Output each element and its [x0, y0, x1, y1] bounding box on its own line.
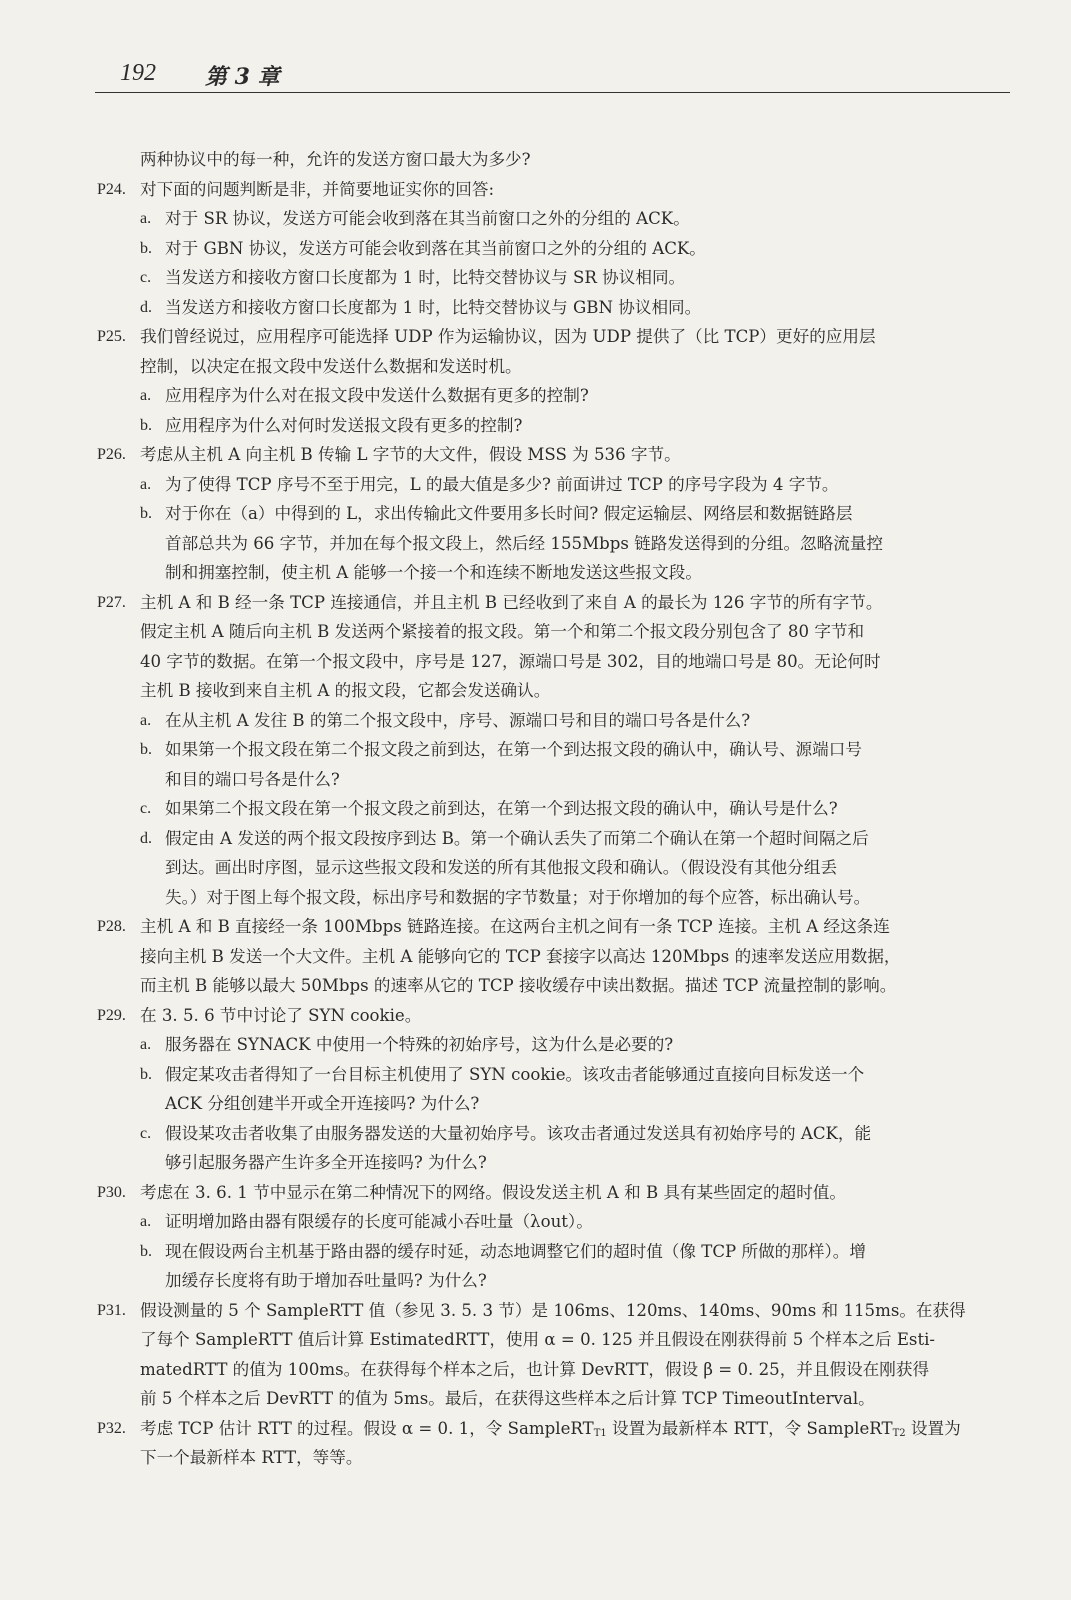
problem-text: 我们曾经说过，应用程序可能选择 UDP 作为运输协议，因为 UDP 提供了（比 TCP）更好的应用层: [140, 327, 876, 346]
subquestion-letter: a.: [140, 1036, 152, 1053]
problem-text: 服务器在 SYNACK 中使用一个特殊的初始序号，这为什么是必要的?: [165, 1035, 674, 1054]
problem-text: 在从主机 A 发往 B 的第二个报文段中，序号、源端口号和目的端口号各是什么?: [165, 710, 751, 730]
text-line: [95, 853, 1007, 883]
text-line: [95, 322, 1007, 352]
text-line: [95, 1119, 1007, 1149]
problem-list: [95, 145, 1007, 1473]
problem-text: 如果第一个报文段在第二个报文段之前到达，在第一个到达报文段的确认中，确认号、源端口号: [165, 740, 862, 759]
problem-text: 如果第二个报文段在第一个报文段之前到达，在第一个到达报文段的确认中，确认号是什么?: [165, 799, 838, 818]
text-line: [95, 735, 1007, 765]
text-line: [95, 1355, 1007, 1385]
subquestion-letter: c.: [140, 800, 152, 817]
problem-text-continued: 到达。画出时序图，显示这些报文段和发送的所有其他报文段和确认。（假设没有其他分组丢: [165, 858, 838, 877]
text-line: [95, 794, 1007, 824]
problem-text: 证明增加路由器有限缓存的长度可能减小吞吐量（λout）。: [165, 1212, 593, 1231]
problem-text: 考虑 TCP 估计 RTT 的过程。假设 α = 0. 1，令 SampleRT: [140, 1418, 594, 1438]
problem-text: 在 3. 5. 6 节中讨论了 SYN cookie。: [140, 1005, 422, 1025]
text-line: [95, 263, 1007, 293]
problem-text: 对于 GBN 协议，发送方可能会收到落在其当前窗口之外的分组的 ACK。: [165, 238, 706, 258]
text-line: [95, 1325, 1007, 1355]
text-line: [95, 470, 1007, 500]
text-line: [95, 204, 1007, 234]
text-line: [95, 1030, 1007, 1060]
problem-text-continued: 失。）对于图上每个报文段，标出序号和数据的字节数量；对于你增加的每个应答，标出确认号。: [165, 887, 871, 907]
subquestion-letter: a.: [140, 1213, 152, 1230]
text-line: [95, 765, 1007, 795]
text-line: [95, 440, 1007, 470]
text-line: [95, 912, 1007, 942]
text-line: [95, 1060, 1007, 1090]
problem-text: 设置为: [905, 1418, 961, 1438]
subquestion-letter: b.: [140, 416, 152, 434]
subquestion-letter: b.: [140, 239, 152, 257]
text-line: [95, 1148, 1007, 1178]
problem-text: 主机 A 和 B 直接经一条 100Mbps 链路连接。在这两台主机之间有一条 TCP 连接。主机 A 经这条连: [140, 917, 890, 936]
text-line: [95, 234, 1007, 264]
problem-text: matedRTT 的值为 100ms。在获得每个样本之后，也计算 DevRTT，假设 β = 0. 25，并且假设在刚获得: [140, 1359, 930, 1379]
text-line: [95, 971, 1007, 1001]
subscript: T1: [593, 1427, 607, 1439]
problem-number: P24.: [97, 180, 126, 198]
text-line: [95, 1207, 1007, 1237]
problem-text: 前 5 个样本之后 DevRTT 的值为 5ms。最后，在获得这些样本之后计算 TCP TimeoutInterval。: [140, 1389, 875, 1408]
problem-number: P26.: [97, 446, 126, 463]
chapter-title: 第 3 章: [205, 64, 280, 90]
text-line: [95, 1237, 1007, 1267]
problem-text-continued: ACK 分组创建半开或全开连接吗? 为什么?: [165, 1094, 480, 1113]
text-line: [95, 647, 1007, 677]
problem-number: P29.: [97, 1006, 126, 1024]
problem-text-continued: 首部总共为 66 字节，并加在每个报文段上，然后经 155Mbps 链路发送得到的分组。忽略流量控: [165, 533, 884, 553]
subquestion-letter: b.: [140, 1242, 152, 1260]
text-line: [95, 942, 1007, 972]
text-line: [95, 588, 1007, 618]
problem-text: 应用程序为什么对何时发送报文段有更多的控制?: [165, 415, 523, 435]
subquestion-letter: d.: [140, 829, 152, 847]
text-line: [95, 706, 1007, 736]
problem-number: P27.: [97, 593, 126, 611]
text-line: [95, 352, 1007, 382]
problem-text: 对于你在（a）中得到的 L，求出传输此文件要用多长时间? 假定运输层、网络层和数据链路层: [165, 504, 853, 523]
problem-text: 了每个 SampleRTT 值后计算 EstimatedRTT，使用 α = 0. 125 并且假设在刚获得前 5 个样本之后 Esti-: [140, 1330, 936, 1349]
problem-text-continued: 制和拥塞控制，使主机 A 能够一个接一个和连续不断地发送这些报文段。: [165, 563, 702, 582]
problem-text: 设置为最新样本 RTT，令 SampleRT: [606, 1418, 893, 1438]
problem-number: P31.: [97, 1301, 126, 1319]
subquestion-letter: c.: [140, 269, 152, 286]
text-line: [95, 293, 1007, 323]
subquestion-letter: a.: [140, 387, 152, 404]
problem-text: 当发送方和接收方窗口长度都为 1 时，比特交替协议与 GBN 协议相同。: [165, 297, 702, 317]
problem-text: 40 字节的数据。在第一个报文段中，序号是 127，源端口号是 302，目的地端口号是 80。无论何时: [140, 651, 881, 671]
text-line: [95, 1443, 1007, 1473]
problem-text: 现在假设两台主机基于路由器的缓存时延，动态地调整它们的超时值（像 TCP 所做的那样）。增: [165, 1241, 866, 1261]
problem-text: 应用程序为什么对在报文段中发送什么数据有更多的控制?: [165, 386, 589, 405]
subquestion-letter: b.: [140, 1065, 152, 1083]
problem-text-group: [140, 1414, 961, 1444]
problem-text-continued: 和目的端口号各是什么?: [165, 769, 340, 789]
subquestion-letter: a.: [140, 210, 152, 227]
problem-number: P32.: [97, 1419, 126, 1437]
problem-text: 假定某攻击者得知了一台目标主机使用了 SYN cookie。该攻击者能够通过直接向目标发送一个: [165, 1064, 865, 1084]
problem-text-continued: 够引起服务器产生许多全开连接吗? 为什么?: [165, 1153, 487, 1172]
text-line: [95, 1296, 1007, 1326]
problem-text: 为了使得 TCP 序号不至于用完，L 的最大值是多少? 前面讲过 TCP 的序号字段为 4 字节。: [165, 474, 839, 494]
problem-text: 两种协议中的每一种，允许的发送方窗口最大为多少?: [140, 150, 531, 169]
subquestion-letter: c.: [140, 1124, 152, 1142]
subquestion-letter: d.: [140, 298, 152, 316]
problem-number: P25.: [97, 328, 126, 345]
problem-text: 而主机 B 能够以最大 50Mbps 的速率从它的 TCP 接收缓存中读出数据。描述 TCP 流量控制的影响。: [140, 976, 897, 995]
text-line: [95, 558, 1007, 588]
text-line: [95, 676, 1007, 706]
problem-text: 对下面的问题判断是非，并简要地证实你的回答:: [140, 179, 495, 199]
text-line: [95, 175, 1007, 205]
text-line: [95, 529, 1007, 559]
problem-text-continued: 加缓存长度将有助于增加吞吐量吗? 为什么?: [165, 1271, 487, 1290]
text-line: [95, 499, 1007, 529]
page-header: [95, 58, 1010, 93]
text-line: [95, 883, 1007, 913]
problem-text: 主机 B 接收到来自主机 A 的报文段，它都会发送确认。: [140, 681, 551, 700]
text-line: [95, 381, 1007, 411]
problem-text: 下一个最新样本 RTT，等等。: [140, 1448, 363, 1467]
problem-text: 当发送方和接收方窗口长度都为 1 时，比特交替协议与 SR 协议相同。: [165, 268, 686, 287]
text-line: [95, 1384, 1007, 1414]
text-line: [95, 1414, 1007, 1444]
subscript: T2: [892, 1427, 906, 1439]
problem-text: 控制，以决定在报文段中发送什么数据和发送时机。: [140, 356, 522, 376]
problem-text: 主机 A 和 B 经一条 TCP 连接通信，并且主机 B 已经收到了来自 A 的最长为 126 字节的所有字节。: [140, 592, 883, 612]
text-line: [95, 1001, 1007, 1031]
text-line: [95, 1089, 1007, 1119]
subquestion-letter: b.: [140, 505, 152, 522]
problem-text: 假设某攻击者收集了由服务器发送的大量初始序号。该攻击者通过发送具有初始序号的 ACK，能: [165, 1123, 872, 1143]
text-line: [95, 145, 1007, 175]
text-line: [95, 617, 1007, 647]
problem-text: 考虑从主机 A 向主机 B 传输 L 字节的大文件，假设 MSS 为 536 字节。: [140, 445, 681, 464]
text-line: [95, 1266, 1007, 1296]
page-number: 192: [120, 60, 156, 86]
text-line: [95, 824, 1007, 854]
problem-number: P30.: [97, 1183, 126, 1201]
subquestion-letter: a.: [140, 475, 152, 493]
problem-text: 接向主机 B 发送一个大文件。主机 A 能够向它的 TCP 套接字以高达 120Mbps 的速率发送应用数据，: [140, 946, 901, 966]
problem-text: 考虑在 3. 6. 1 节中显示在第二种情况下的网络。假设发送主机 A 和 B 具有某些固定的超时值。: [140, 1182, 846, 1202]
text-line: [95, 411, 1007, 441]
problem-text: 假定由 A 发送的两个报文段按序到达 B。第一个确认丢失了而第二个确认在第一个超时间隔之后: [165, 828, 869, 848]
problem-text: 对于 SR 协议，发送方可能会收到落在其当前窗口之外的分组的 ACK。: [165, 209, 690, 228]
text-line: [95, 1178, 1007, 1208]
problem-text: 假定主机 A 随后向主机 B 发送两个紧接着的报文段。第一个和第二个报文段分别包含了 80 字节和: [140, 622, 865, 641]
problem-number: P28.: [97, 918, 126, 935]
subquestion-letter: a.: [140, 711, 152, 729]
subquestion-letter: b.: [140, 741, 152, 758]
problem-text: 假设测量的 5 个 SampleRTT 值（参见 3. 5. 3 节）是 106ms、120ms、140ms、90ms 和 115ms。在获得: [140, 1300, 966, 1320]
